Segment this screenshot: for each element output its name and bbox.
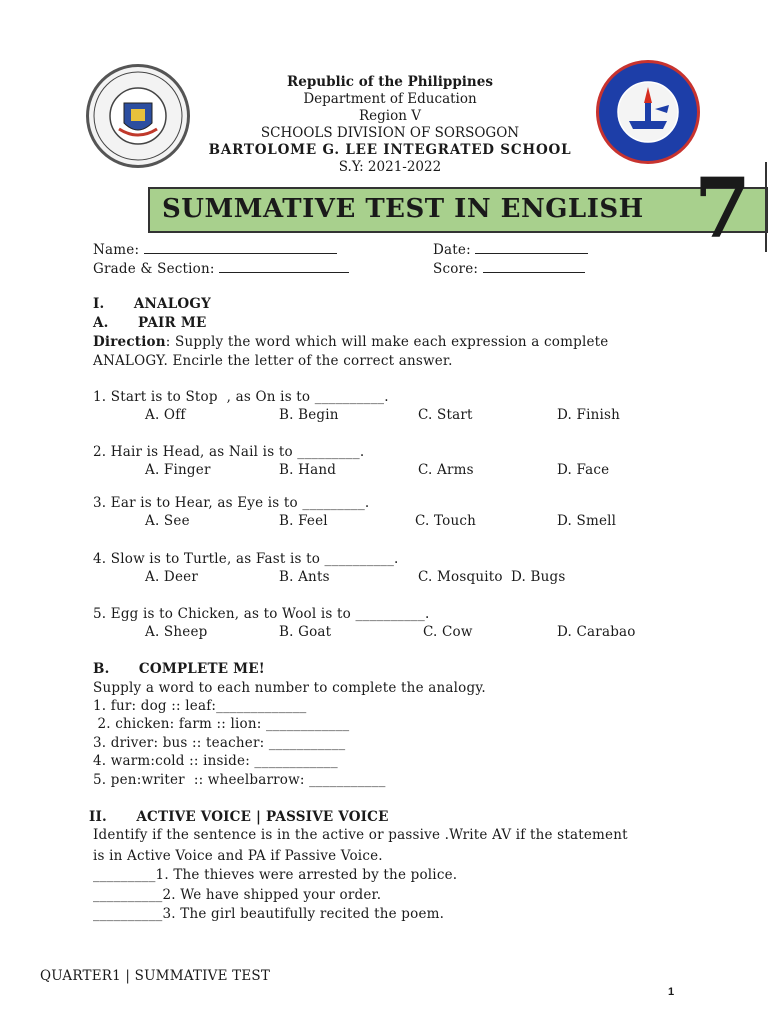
title-divider: [765, 162, 767, 252]
q1-choice-b[interactable]: B. Begin: [279, 407, 339, 423]
part1-sub-a: A. PAIR ME: [93, 315, 207, 331]
q2-choice-a[interactable]: A. Finger: [145, 462, 211, 478]
test-title: SUMMATIVE TEST IN ENGLISH: [162, 194, 644, 224]
q5-choice-b[interactable]: B. Goat: [279, 624, 332, 640]
voice-item-1[interactable]: _________1. The thieves were arrested by the police.: [93, 867, 458, 883]
direction-line-2: ANALOGY. Encirle the letter of the correct answer.: [93, 353, 453, 369]
name-label: Name:: [93, 242, 140, 258]
q3-choice-d[interactable]: D. Smell: [557, 513, 617, 529]
q4-choice-a[interactable]: A. Deer: [145, 569, 198, 585]
part1-heading: I. ANALOGY: [93, 296, 211, 312]
q5-choice-c[interactable]: C. Cow: [423, 624, 473, 640]
voice-item-3[interactable]: __________3. The girl beautifully recited the poem.: [93, 906, 445, 922]
school-name: BARTOLOME G. LEE INTEGRATED SCHOOL: [208, 142, 572, 158]
grade-section-label: Grade & Section:: [93, 261, 215, 277]
sdo-sorsogon-seal-logo: [596, 60, 700, 164]
question-2: 2. Hair is Head, as Nail is to _________.: [93, 444, 365, 460]
grade-number: 7: [694, 161, 752, 257]
grade-section-blank[interactable]: [219, 260, 349, 273]
q1-choice-c[interactable]: C. Start: [418, 407, 473, 423]
part2-instruction-2: is in Active Voice and PA if Passive Voice.: [93, 848, 383, 864]
q5-choice-d[interactable]: D. Carabao: [557, 624, 636, 640]
complete-me-item-4[interactable]: 4. warm:cold :: inside: ____________: [93, 753, 338, 769]
complete-me-instruction: Supply a word to each number to complete the analogy.: [93, 680, 486, 696]
question-3: 3. Ear is to Hear, as Eye is to _________.: [93, 495, 370, 511]
direction-label: Direction: [93, 334, 166, 350]
direction-text: : Supply the word which will make each expression a complete: [165, 334, 609, 350]
complete-me-item-1[interactable]: 1. fur: dog :: leaf:_____________: [93, 698, 307, 714]
question-1: 1. Start is to Stop , as On is to __________.: [93, 389, 389, 405]
footer-quarter: QUARTER1 | SUMMATIVE TEST: [40, 968, 271, 984]
q2-choice-d[interactable]: D. Face: [557, 462, 610, 478]
q4-choice-b[interactable]: B. Ants: [279, 569, 330, 585]
q4-choice-c[interactable]: C. Mosquito: [418, 569, 503, 585]
complete-me-item-3[interactable]: 3. driver: bus :: teacher: ___________: [93, 735, 346, 751]
q3-choice-b[interactable]: B. Feel: [279, 513, 328, 529]
department-line: Department of Education: [303, 91, 477, 107]
name-field[interactable]: [93, 241, 337, 258]
region-line: Region V: [359, 108, 421, 124]
q1-choice-a[interactable]: A. Off: [145, 407, 186, 423]
score-field[interactable]: [433, 260, 585, 277]
date-label: Date:: [433, 242, 471, 258]
page-number: 1: [668, 986, 675, 998]
complete-me-item-5[interactable]: 5. pen:writer :: wheelbarrow: ___________: [93, 772, 386, 788]
grade-section-field[interactable]: [93, 260, 349, 277]
republic-line: Republic of the Philippines: [287, 74, 493, 90]
part1-sub-b: B. COMPLETE ME!: [93, 661, 265, 677]
name-blank[interactable]: [144, 241, 337, 254]
q3-choice-c[interactable]: C. Touch: [415, 513, 477, 529]
direction-line-1: [93, 334, 609, 350]
q2-choice-b[interactable]: B. Hand: [279, 462, 337, 478]
division-line: SCHOOLS DIVISION OF SORSOGON: [260, 125, 520, 141]
date-blank[interactable]: [475, 241, 588, 254]
deped-seal-logo: [86, 64, 190, 168]
score-blank[interactable]: [483, 260, 585, 273]
q5-choice-a[interactable]: A. Sheep: [145, 624, 208, 640]
q3-choice-a[interactable]: A. See: [145, 513, 190, 529]
date-field[interactable]: [433, 241, 588, 258]
score-label: Score:: [433, 261, 479, 277]
q4-choice-d[interactable]: D. Bugs: [511, 569, 566, 585]
voice-item-2[interactable]: __________2. We have shipped your order.: [93, 887, 382, 903]
q2-choice-c[interactable]: C. Arms: [418, 462, 474, 478]
part2-instruction-1: Identify if the sentence is in the active or passive .Write AV if the statement: [93, 827, 628, 843]
complete-me-item-2[interactable]: 2. chicken: farm :: lion: ____________: [93, 716, 350, 732]
question-4: 4. Slow is to Turtle, as Fast is to __________.: [93, 551, 399, 567]
question-5: 5. Egg is to Chicken, as to Wool is to __________.: [93, 606, 430, 622]
part2-heading: II. ACTIVE VOICE | PASSIVE VOICE: [89, 809, 389, 825]
q1-choice-d[interactable]: D. Finish: [557, 407, 621, 423]
school-year: S.Y: 2021-2022: [338, 159, 442, 175]
